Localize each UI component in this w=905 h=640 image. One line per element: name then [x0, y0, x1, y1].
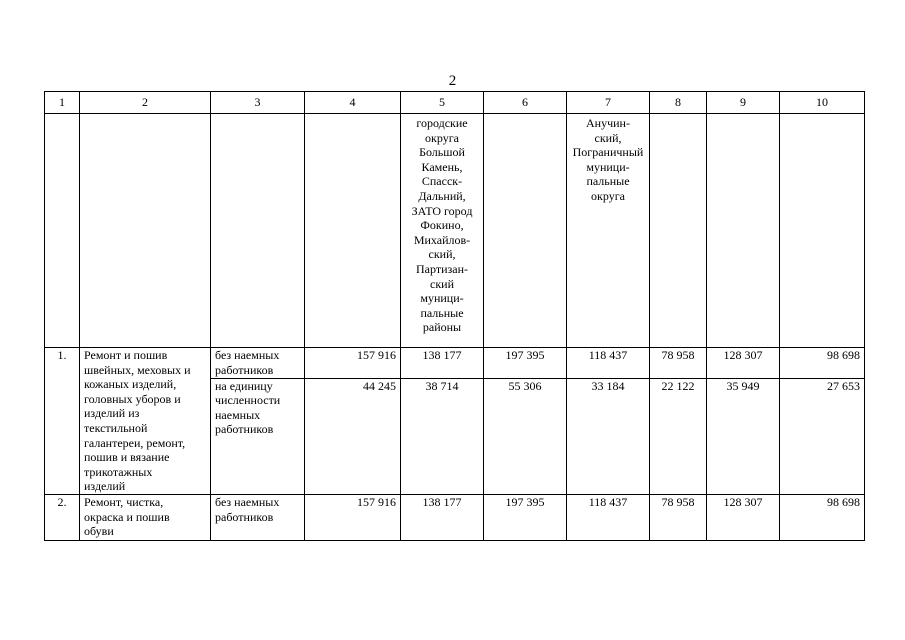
worker-category: на единицу численности наемных работников [211, 378, 305, 494]
activity-name: Ремонт и пошив швейных, меховых и кожаных изделий, головных уборов и изделий из текстильной галантереи, ремонт, пошив и вязание трикотажных изделий [80, 348, 211, 495]
worker-category: без наемных работников [211, 348, 305, 379]
value-cell: 22 122 [650, 378, 707, 494]
value-cell: 33 184 [567, 378, 650, 494]
value-cell: 38 714 [401, 378, 484, 494]
value-cell: 98 698 [780, 348, 865, 379]
value-cell: 78 958 [650, 348, 707, 379]
value-cell: 35 949 [707, 378, 780, 494]
activity-name: Ремонт, чистка, окраска и пошив обуви [80, 494, 211, 540]
page-number: 2 [448, 73, 457, 89]
row-number: 2. [45, 494, 80, 540]
column-number: 2 [80, 92, 211, 114]
table-row [45, 348, 865, 379]
column-number: 4 [305, 92, 401, 114]
worker-category: без наемных работников [211, 494, 305, 540]
header-municipalities-col7 [567, 114, 650, 348]
column-number: 10 [780, 92, 865, 114]
value-cell: 157 916 [305, 494, 401, 540]
column-number: 9 [707, 92, 780, 114]
column-number: 7 [567, 92, 650, 114]
tariff-table [44, 91, 865, 541]
column-number: 6 [484, 92, 567, 114]
column-number: 5 [401, 92, 484, 114]
value-cell: 44 245 [305, 378, 401, 494]
value-cell: 197 395 [484, 494, 567, 540]
column-number: 8 [650, 92, 707, 114]
value-cell: 27 653 [780, 378, 865, 494]
value-cell: 128 307 [707, 348, 780, 379]
header-municipalities-col5 [401, 114, 484, 348]
value-cell: 78 958 [650, 494, 707, 540]
value-cell: 157 916 [305, 348, 401, 379]
value-cell: 128 307 [707, 494, 780, 540]
value-cell: 138 177 [401, 348, 484, 379]
value-cell: 138 177 [401, 494, 484, 540]
table-row [45, 494, 865, 540]
value-cell: 55 306 [484, 378, 567, 494]
value-cell: 118 437 [567, 348, 650, 379]
value-cell: 118 437 [567, 494, 650, 540]
header-text: Анучин- ский, Пограничный муници- пальные округа [572, 116, 644, 203]
column-number: 1 [45, 92, 80, 114]
value-cell: 197 395 [484, 348, 567, 379]
row-number: 1. [45, 348, 80, 495]
value-cell: 98 698 [780, 494, 865, 540]
header-continuation-row [45, 114, 865, 348]
header-text: городские округа Большой Камень, Спасск- Дальний, ЗАТО город Фокино, Михайлов- ский, Партизан- ский муници- пальные районы [411, 116, 473, 335]
column-number-row [45, 92, 865, 114]
column-number: 3 [211, 92, 305, 114]
